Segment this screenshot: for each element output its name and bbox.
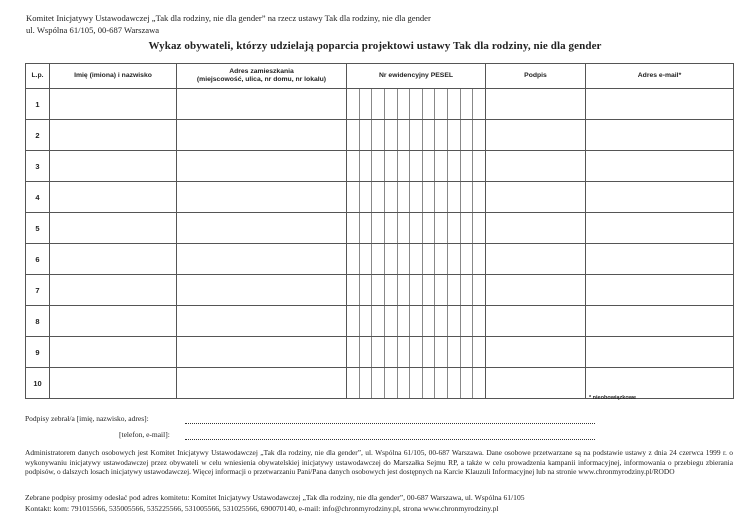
pesel-digit-box[interactable] — [384, 306, 397, 336]
table-row — [26, 244, 734, 275]
committee-name: Komitet Inicjatywy Ustawodawczej „Tak dla rodziny, nie dla gender” na rzecz ustawy Tak dla rodziny, nie dla gender — [26, 13, 431, 23]
header-name: Imię (imiona) i nazwisko — [50, 64, 177, 89]
pesel-cell — [347, 368, 486, 399]
pesel-digit-box[interactable] — [472, 120, 485, 150]
pesel-cell — [347, 337, 486, 368]
pesel-digit-boxes — [347, 275, 485, 305]
pesel-cell — [347, 275, 486, 306]
pesel-digit-box[interactable] — [434, 89, 447, 119]
name-cell[interactable] — [50, 244, 177, 275]
address-cell[interactable] — [177, 89, 347, 120]
pesel-digit-box[interactable] — [447, 368, 460, 398]
signature-cell[interactable] — [486, 120, 586, 151]
header-address — [177, 64, 347, 89]
pesel-digit-box[interactable] — [472, 182, 485, 212]
pesel-digit-box[interactable] — [347, 182, 359, 212]
pesel-digit-box[interactable] — [460, 306, 473, 336]
pesel-digit-box[interactable] — [409, 337, 422, 367]
pesel-digit-box[interactable] — [371, 89, 384, 119]
pesel-digit-box[interactable] — [384, 337, 397, 367]
pesel-digit-box[interactable] — [384, 89, 397, 119]
pesel-digit-box[interactable] — [434, 151, 447, 181]
pesel-digit-box[interactable] — [460, 368, 473, 398]
pesel-digit-box[interactable] — [472, 306, 485, 336]
email-cell[interactable] — [586, 151, 734, 182]
pesel-digit-box[interactable] — [359, 151, 372, 181]
pesel-digit-box[interactable] — [434, 337, 447, 367]
lp: 9 — [26, 337, 50, 368]
pesel-digit-box[interactable] — [472, 337, 485, 367]
pesel-digit-box[interactable] — [422, 120, 435, 150]
email-cell[interactable] — [586, 89, 734, 120]
footer — [25, 492, 525, 514]
pesel-digit-box[interactable] — [409, 120, 422, 150]
pesel-digit-box[interactable] — [397, 306, 410, 336]
pesel-digit-box[interactable] — [359, 244, 372, 274]
committee-address: ul. Wspólna 61/105, 00-687 Warszawa — [26, 25, 160, 35]
pesel-digit-box[interactable] — [347, 337, 359, 367]
pesel-digit-box[interactable] — [359, 213, 372, 243]
address-cell[interactable] — [177, 182, 347, 213]
collector-label-1: Podpisy zebrał/a [imię, nazwisko, adres]: — [25, 414, 149, 423]
pesel-digit-box[interactable] — [347, 213, 359, 243]
pesel-digit-box[interactable] — [384, 275, 397, 305]
pesel-digit-box[interactable] — [422, 151, 435, 181]
address-cell[interactable] — [177, 213, 347, 244]
pesel-digit-box[interactable] — [359, 337, 372, 367]
pesel-digit-boxes — [347, 337, 485, 367]
email-cell[interactable] — [586, 275, 734, 306]
lp: 6 — [26, 244, 50, 275]
address-cell[interactable] — [177, 151, 347, 182]
header-email: Adres e-mail* — [586, 64, 734, 89]
table-row — [26, 120, 734, 151]
email-cell[interactable] — [586, 244, 734, 275]
table-row — [26, 306, 734, 337]
pesel-digit-box[interactable] — [409, 89, 422, 119]
pesel-digit-box[interactable] — [460, 182, 473, 212]
pesel-digit-box[interactable] — [359, 89, 372, 119]
pesel-digit-boxes — [347, 244, 485, 274]
address-cell[interactable] — [177, 368, 347, 399]
pesel-digit-box[interactable] — [447, 89, 460, 119]
pesel-digit-boxes — [347, 151, 485, 181]
pesel-digit-box[interactable] — [460, 244, 473, 274]
pesel-digit-box[interactable] — [397, 182, 410, 212]
footer-contact: Kontakt: kom: 791015566, 535005566, 535225566, 531005566, 531025566, 690070140, e-mail: info@chronmyrodziny.pl, strona www.chronmyrodziny.pl — [25, 504, 499, 513]
pesel-digit-box[interactable] — [397, 213, 410, 243]
pesel-digit-box[interactable] — [447, 182, 460, 212]
signature-cell[interactable] — [486, 213, 586, 244]
pesel-cell — [347, 182, 486, 213]
pesel-digit-box[interactable] — [347, 120, 359, 150]
lp: 3 — [26, 151, 50, 182]
pesel-digit-box[interactable] — [371, 120, 384, 150]
pesel-digit-box[interactable] — [447, 244, 460, 274]
pesel-digit-box[interactable] — [422, 213, 435, 243]
name-cell[interactable] — [50, 89, 177, 120]
pesel-cell — [347, 120, 486, 151]
pesel-digit-box[interactable] — [371, 275, 384, 305]
name-cell[interactable] — [50, 182, 177, 213]
pesel-digit-box[interactable] — [472, 275, 485, 305]
pesel-digit-box[interactable] — [472, 244, 485, 274]
pesel-digit-box[interactable] — [409, 213, 422, 243]
pesel-digit-box[interactable] — [409, 306, 422, 336]
pesel-digit-box[interactable] — [472, 213, 485, 243]
address-cell[interactable] — [177, 120, 347, 151]
form-title: Wykaz obywateli, którzy udzielają poparcia projektowi ustawy Tak dla rodziny, nie dla gender — [148, 40, 602, 52]
lp: 10 — [26, 368, 50, 399]
name-cell[interactable] — [50, 306, 177, 337]
table-row — [26, 213, 734, 244]
table-row — [26, 368, 734, 399]
committee-header — [26, 12, 431, 36]
pesel-cell — [347, 151, 486, 182]
header-pesel: Nr ewidencyjny PESEL — [347, 64, 486, 89]
pesel-digit-box[interactable] — [409, 275, 422, 305]
pesel-digit-boxes — [347, 182, 485, 212]
pesel-digit-box[interactable] — [347, 151, 359, 181]
pesel-digit-box[interactable] — [371, 244, 384, 274]
pesel-digit-box[interactable] — [371, 151, 384, 181]
pesel-digit-box[interactable] — [359, 368, 372, 398]
collector-label-2: [telefon, e-mail]: — [119, 430, 170, 439]
pesel-digit-box[interactable] — [472, 151, 485, 181]
pesel-digit-box[interactable] — [460, 120, 473, 150]
pesel-digit-boxes — [347, 120, 485, 150]
pesel-digit-box[interactable] — [371, 368, 384, 398]
pesel-digit-box[interactable] — [447, 120, 460, 150]
pesel-digit-box[interactable] — [384, 151, 397, 181]
pesel-cell — [347, 244, 486, 275]
pesel-digit-box[interactable] — [371, 213, 384, 243]
pesel-digit-box[interactable] — [434, 306, 447, 336]
pesel-digit-box[interactable] — [397, 120, 410, 150]
name-cell[interactable] — [50, 213, 177, 244]
pesel-cell — [347, 89, 486, 120]
pesel-digit-box[interactable] — [434, 182, 447, 212]
signature-cell[interactable] — [486, 337, 586, 368]
admin-text: Administratorem danych osobowych jest Komitet Inicjatywy Ustawodawczej „Tak dla rodziny, nie dla gender”, ul. Wspólna 61/105, 00-687 Warszawa. Dane osobowe przetwarzane są na podstawie ustawy z dnia 24 czerwca 1999 r. o wykonywaniu inicjatywy ustawodawczej przez obywateli w celu wniesienia obywatelskiej inicjatywy ustawodawczej do Marszałka Sejmu RP, a także w celu prowadzenia kampanii informacyjnej, informowania o przebiegu zbierania podpisów, o dalszych losach inicjatywy ustawodawczej. Więcej informacji o przetwarzaniu Pani/Pana danych osobowych jest dostępnych na Karcie Klauzuli Informacyjnej lub na stronie www.chronmyrodziny.pl/RODO — [25, 448, 733, 476]
pesel-digit-box[interactable] — [347, 244, 359, 274]
table-row — [26, 337, 734, 368]
pesel-digit-boxes — [347, 368, 485, 398]
pesel-digit-box[interactable] — [359, 306, 372, 336]
pesel-digit-box[interactable] — [397, 151, 410, 181]
signature-cell[interactable] — [486, 306, 586, 337]
signature-cell[interactable] — [486, 89, 586, 120]
collector-field-1[interactable] — [185, 423, 595, 424]
pesel-digit-box[interactable] — [434, 244, 447, 274]
pesel-digit-box[interactable] — [384, 182, 397, 212]
pesel-digit-box[interactable] — [447, 213, 460, 243]
address-cell[interactable] — [177, 275, 347, 306]
address-cell[interactable] — [177, 337, 347, 368]
signature-table — [25, 63, 734, 399]
pesel-digit-box[interactable] — [359, 120, 372, 150]
pesel-digit-box[interactable] — [434, 368, 447, 398]
pesel-digit-box[interactable] — [371, 306, 384, 336]
signature-cell[interactable] — [486, 151, 586, 182]
pesel-digit-box[interactable] — [397, 368, 410, 398]
pesel-digit-box[interactable] — [472, 89, 485, 119]
pesel-digit-box[interactable] — [434, 275, 447, 305]
pesel-digit-box[interactable] — [422, 275, 435, 305]
lp: 8 — [26, 306, 50, 337]
pesel-digit-box[interactable] — [460, 213, 473, 243]
pesel-digit-box[interactable] — [460, 151, 473, 181]
optional-note: * nieobowiązkowe — [589, 395, 637, 401]
pesel-digit-box[interactable] — [347, 89, 359, 119]
pesel-digit-box[interactable] — [460, 89, 473, 119]
email-cell[interactable] — [586, 306, 734, 337]
pesel-digit-box[interactable] — [409, 244, 422, 274]
pesel-digit-box[interactable] — [409, 368, 422, 398]
lp: 5 — [26, 213, 50, 244]
header-lp: L.p. — [26, 64, 50, 89]
address-cell[interactable] — [177, 306, 347, 337]
lp: 1 — [26, 89, 50, 120]
lp: 2 — [26, 120, 50, 151]
pesel-digit-box[interactable] — [460, 337, 473, 367]
pesel-digit-boxes — [347, 89, 485, 119]
pesel-digit-box[interactable] — [422, 182, 435, 212]
table-row — [26, 275, 734, 306]
email-cell[interactable] — [586, 337, 734, 368]
pesel-digit-boxes — [347, 306, 485, 336]
pesel-digit-box[interactable] — [409, 182, 422, 212]
pesel-digit-box[interactable] — [434, 120, 447, 150]
pesel-digit-box[interactable] — [397, 89, 410, 119]
email-cell[interactable] — [586, 120, 734, 151]
pesel-digit-box[interactable] — [359, 275, 372, 305]
pesel-digit-box[interactable] — [422, 89, 435, 119]
name-cell[interactable] — [50, 275, 177, 306]
pesel-digit-box[interactable] — [460, 275, 473, 305]
footer-address: Zebrane podpisy prosimy odesłać pod adres komitetu: Komitet Inicjatywy Ustawodawczej „Tak dla rodziny, nie dla gender”, 00-687 Warszawa, ul. Wspólna 61/105 — [25, 493, 525, 502]
pesel-digit-box[interactable] — [384, 244, 397, 274]
pesel-cell — [347, 306, 486, 337]
signature-cell[interactable] — [486, 368, 586, 399]
pesel-digit-box[interactable] — [397, 337, 410, 367]
name-cell[interactable] — [50, 151, 177, 182]
pesel-digit-box[interactable] — [371, 337, 384, 367]
pesel-digit-box[interactable] — [422, 244, 435, 274]
lp: 7 — [26, 275, 50, 306]
collector-line-1 — [25, 414, 733, 426]
lp: 4 — [26, 182, 50, 213]
pesel-digit-box[interactable] — [447, 306, 460, 336]
data-protection-notice — [25, 448, 733, 477]
pesel-digit-box[interactable] — [347, 368, 359, 398]
name-cell[interactable] — [50, 368, 177, 399]
pesel-digit-box[interactable] — [422, 337, 435, 367]
signature-cell[interactable] — [486, 244, 586, 275]
pesel-digit-box[interactable] — [409, 151, 422, 181]
name-cell[interactable] — [50, 337, 177, 368]
email-cell[interactable] — [586, 213, 734, 244]
header-address-detail: (miejscowość, ulica, nr domu, nr lokalu) — [196, 76, 327, 83]
pesel-digit-box[interactable] — [384, 120, 397, 150]
collector-line-2 — [25, 430, 733, 442]
pesel-digit-boxes — [347, 213, 485, 243]
table-header-row — [26, 64, 734, 89]
pesel-cell — [347, 213, 486, 244]
pesel-digit-box[interactable] — [422, 306, 435, 336]
table-row — [26, 182, 734, 213]
pesel-digit-box[interactable] — [447, 151, 460, 181]
pesel-digit-box[interactable] — [347, 306, 359, 336]
signature-cell[interactable] — [486, 275, 586, 306]
pesel-digit-box[interactable] — [347, 275, 359, 305]
pesel-digit-box[interactable] — [371, 182, 384, 212]
address-cell[interactable] — [177, 244, 347, 275]
pesel-digit-box[interactable] — [384, 213, 397, 243]
header-address-title: Adres zamieszkania — [229, 68, 294, 75]
pesel-digit-box[interactable] — [397, 244, 410, 274]
header-signature: Podpis — [486, 64, 586, 89]
name-cell[interactable] — [50, 120, 177, 151]
table-row — [26, 89, 734, 120]
collector-field-2[interactable] — [185, 439, 595, 440]
pesel-digit-box[interactable] — [359, 182, 372, 212]
table-row — [26, 151, 734, 182]
pesel-digit-box[interactable] — [397, 275, 410, 305]
email-cell[interactable] — [586, 182, 734, 213]
signature-cell[interactable] — [486, 182, 586, 213]
pesel-digit-box[interactable] — [422, 368, 435, 398]
email-cell[interactable] — [586, 368, 734, 399]
pesel-digit-box[interactable] — [384, 368, 397, 398]
pesel-digit-box[interactable] — [447, 337, 460, 367]
pesel-digit-box[interactable] — [472, 368, 485, 398]
pesel-digit-box[interactable] — [434, 213, 447, 243]
pesel-digit-box[interactable] — [447, 275, 460, 305]
